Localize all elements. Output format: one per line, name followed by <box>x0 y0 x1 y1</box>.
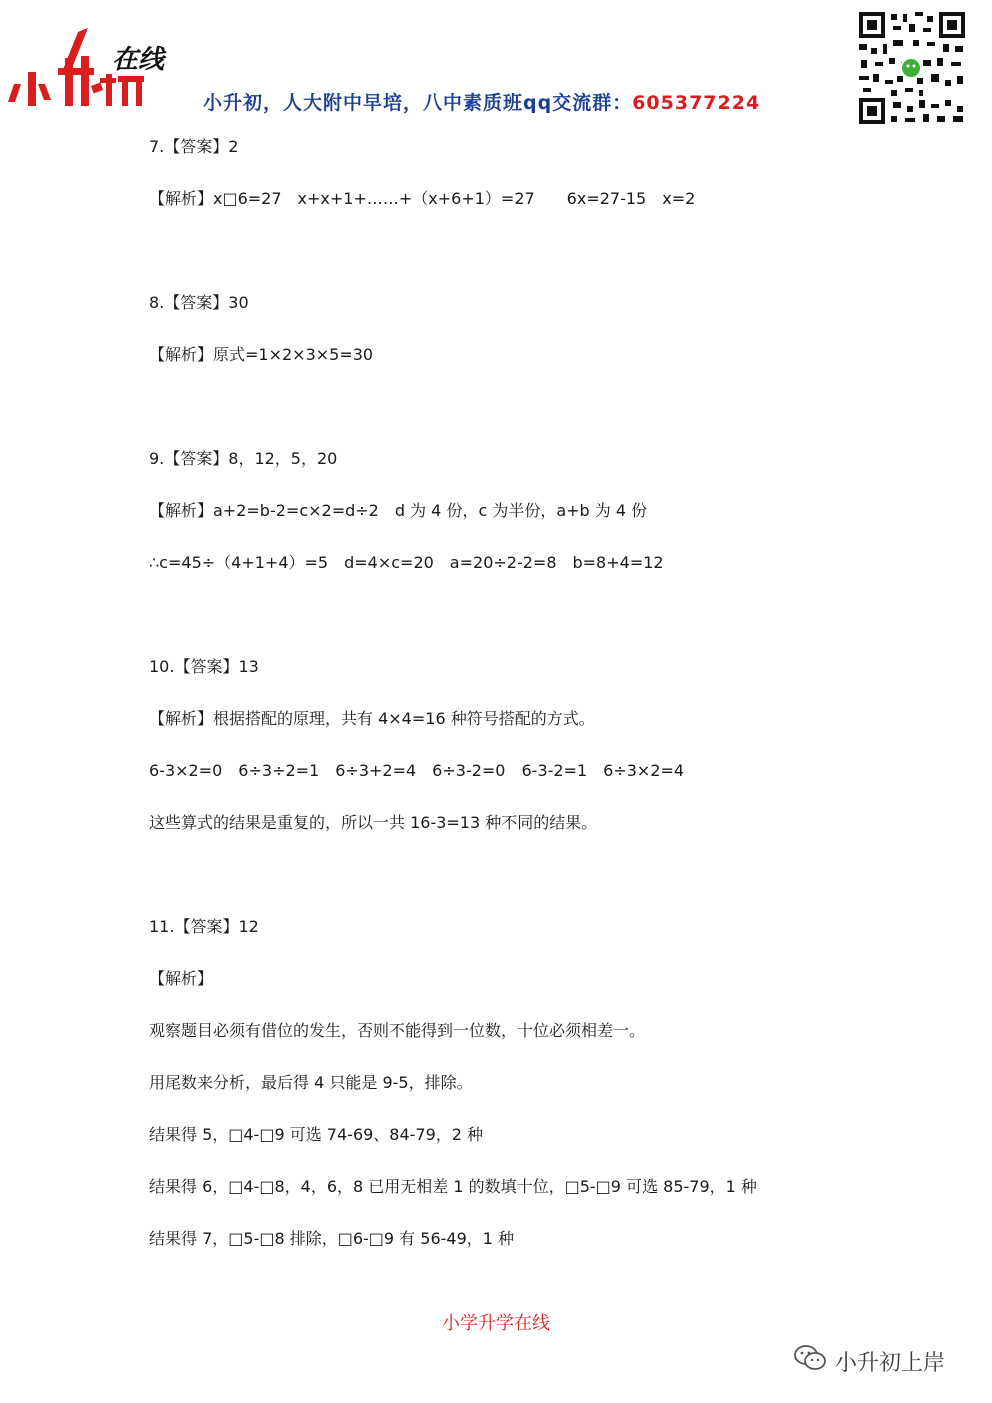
q11-analysis-line-2: 用尾数来分析，最后得 4 只能是 9-5，排除。 <box>149 1073 473 1092</box>
q8-analysis: 【解析】原式=1×2×3×5=30 <box>149 345 374 364</box>
wechat-watermark <box>793 1344 945 1378</box>
q8-answer: 8.【答案】30 <box>149 293 249 312</box>
q11-analysis-line-3: 结果得 5，□4-□9 可选 74-69、84-79，2 种 <box>149 1125 484 1144</box>
q9-analysis-cont: ∴c=45÷（4+1+4）=5 d=4×c=20 a=20÷2-2=8 b=8+4=12 <box>149 553 664 572</box>
q10-answer: 10.【答案】13 <box>149 657 259 676</box>
q7-analysis: 【解析】x□6=27 x+x+1+……+（x+6+1）=27 6x=27-15 x=2 <box>149 189 696 208</box>
brand-logo <box>8 28 178 114</box>
header-slogan <box>203 88 760 115</box>
q9-answer: 9.【答案】8，12，5，20 <box>149 449 338 468</box>
q11-analysis-line-1: 观察题目必须有借位的发生，否则不能得到一位数，十位必须相差一。 <box>149 1021 646 1040</box>
qq-group-number: 605377224 <box>632 92 761 114</box>
q11-analysis-label: 【解析】 <box>149 969 214 988</box>
footer-center-text: 小学升学在线 <box>442 1313 550 1334</box>
svg-text:在线: 在线 <box>112 45 165 75</box>
q7-answer: 7.【答案】2 <box>149 137 239 156</box>
q9-analysis: 【解析】a+2=b-2=c×2=d÷2 d 为 4 份，c 为半份，a+b 为 4 份 <box>149 501 648 520</box>
q10-equations: 6-3×2=0 6÷3÷2=1 6÷3+2=4 6÷3-2=0 6-3-2=1 6÷3×2=4 <box>149 761 685 780</box>
slogan-main-text: 小升初，人大附中早培，八中素质班qq交流群： <box>203 92 633 114</box>
qr-code-icon <box>857 10 967 126</box>
q11-analysis-line-4: 结果得 6，□4-□8，4，6，8 已用无相差 1 的数填十位，□5-□9 可选 85-79，1 种 <box>149 1177 757 1196</box>
watermark-text: 小升初上岸 <box>835 1350 946 1376</box>
wechat-icon <box>793 1344 835 1378</box>
q10-conclusion: 这些算式的结果是重复的，所以一共 16-3=13 种不同的结果。 <box>149 813 598 832</box>
q10-analysis: 【解析】根据搭配的原理，共有 4×4=16 种符号搭配的方式。 <box>149 709 595 728</box>
q11-analysis-line-5: 结果得 7，□5-□8 排除，□6-□9 有 56-49，1 种 <box>149 1229 515 1248</box>
page-header <box>0 0 992 135</box>
q11-answer: 11.【答案】12 <box>149 917 259 936</box>
